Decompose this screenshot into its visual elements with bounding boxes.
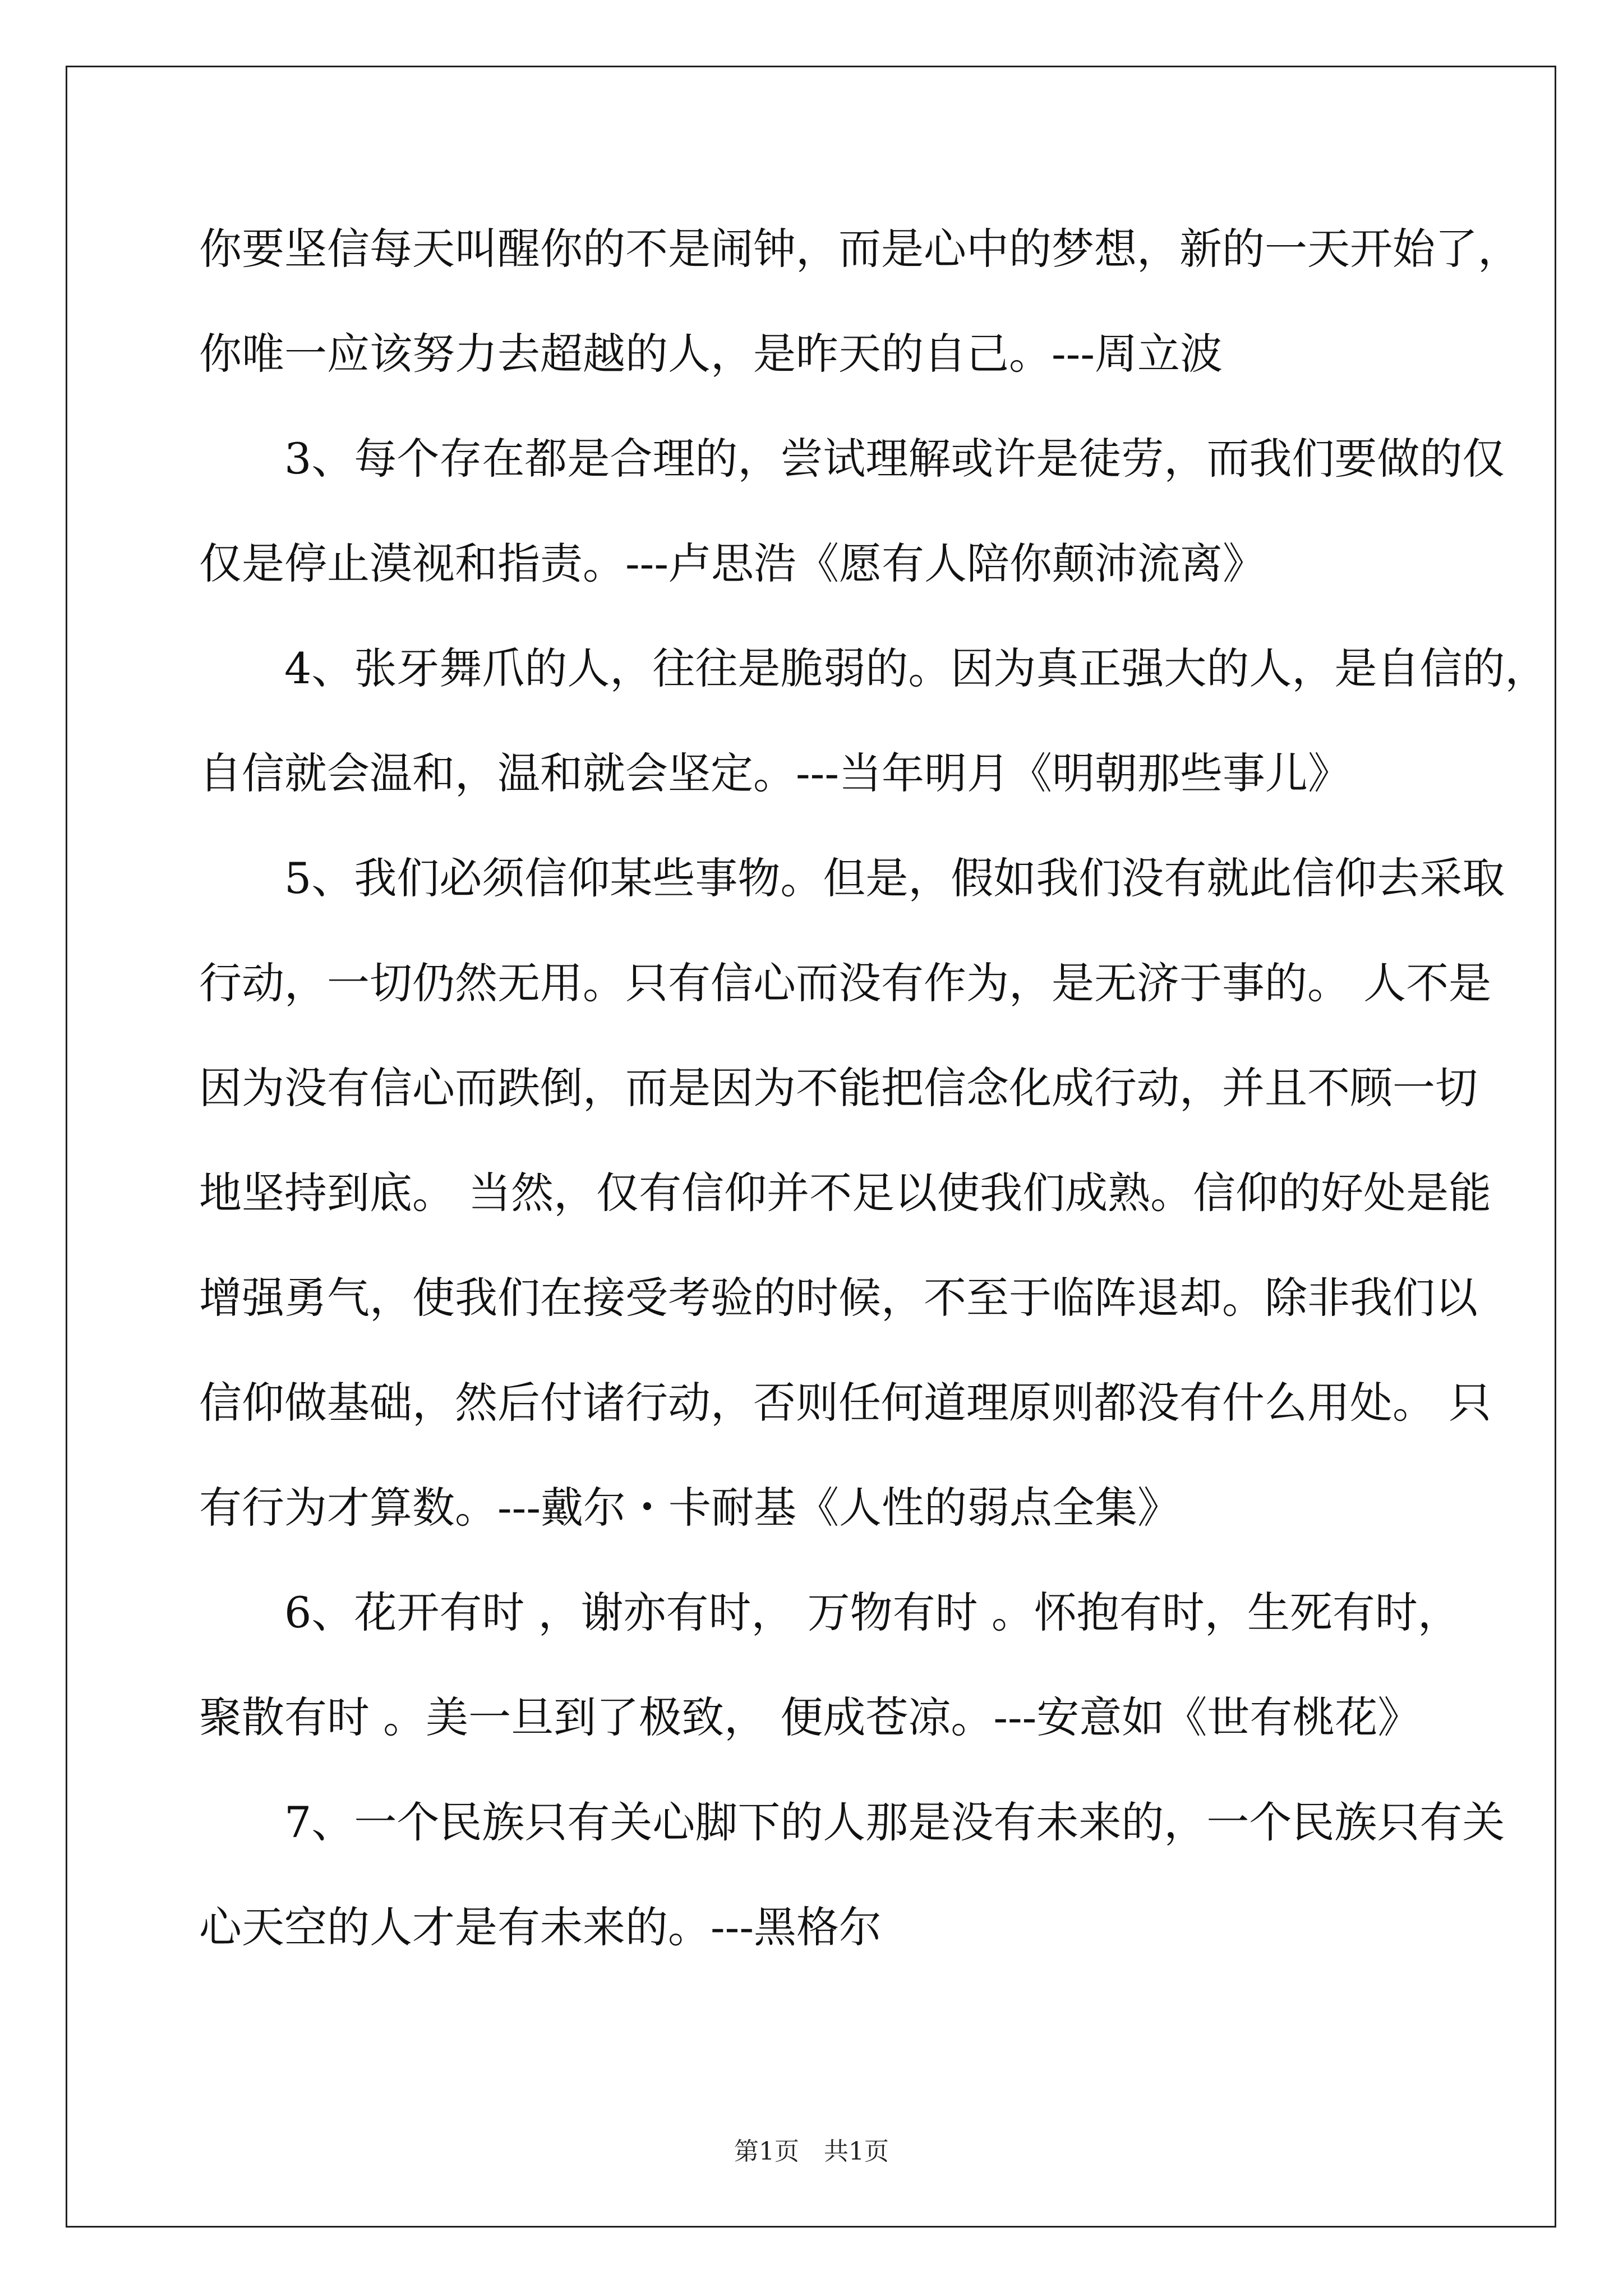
text-line: 自信就会温和，温和就会坚定。---当年明月《明朝那些事儿》 — [199, 748, 1351, 798]
text-line: 6、花开有时 ，谢亦有时， 万物有时 。怀抱有时，生死有时， — [284, 1588, 1460, 1637]
text-line: 仅是停止漠视和指责。---卢思浩《愿有人陪你颠沛流离》 — [199, 539, 1266, 588]
text-line: 因为没有信心而跌倒，而是因为不能把信念化成行动，并且不顾一切 — [199, 1063, 1478, 1113]
page-number-footer: 第1页 共1页 — [734, 2137, 889, 2166]
text-line: 心天空的人才是有未来的。---黑格尔 — [199, 1902, 882, 1952]
text-line: 7、一个民族只有关心脚下的人那是没有未来的，一个民族只有关 — [284, 1797, 1505, 1847]
document-body — [199, 196, 1548, 1980]
text-line: 你要坚信每天叫醒你的不是闹钟，而是心中的梦想，新的一天开始了， — [199, 224, 1520, 274]
text-line: 有行为才算数。---戴尔・卡耐基《人性的弱点全集》 — [199, 1483, 1181, 1533]
text-line: 4、张牙舞爪的人，往往是脆弱的。因为真正强大的人，是自信的， — [284, 643, 1548, 693]
text-line: 3、每个存在都是合理的，尝试理解或许是徒劳，而我们要做的仅 — [284, 434, 1505, 484]
text-line: 5、我们必须信仰某些事物。但是，假如我们没有就此信仰去采取 — [284, 853, 1505, 903]
text-line: 你唯一应该努力去超越的人，是昨天的自己。---周立波 — [199, 329, 1223, 379]
text-line: 信仰做基础，然后付诸行动，否则任何道理原则都没有什么用处。 只 — [199, 1378, 1492, 1428]
text-line: 地坚持到底。 当然，仅有信仰并不足以使我们成熟。信仰的好处是能 — [199, 1168, 1492, 1218]
text-line: 聚散有时 。美一旦到了极致， 便成苍凉。---安意如《世有桃花》 — [199, 1692, 1421, 1742]
text-line: 增强勇气，使我们在接受考验的时候，不至于临阵退却。除非我们以 — [199, 1273, 1478, 1323]
text-line: 行动，一切仍然无用。只有信心而没有作为，是无济于事的。 人不是 — [199, 958, 1492, 1008]
